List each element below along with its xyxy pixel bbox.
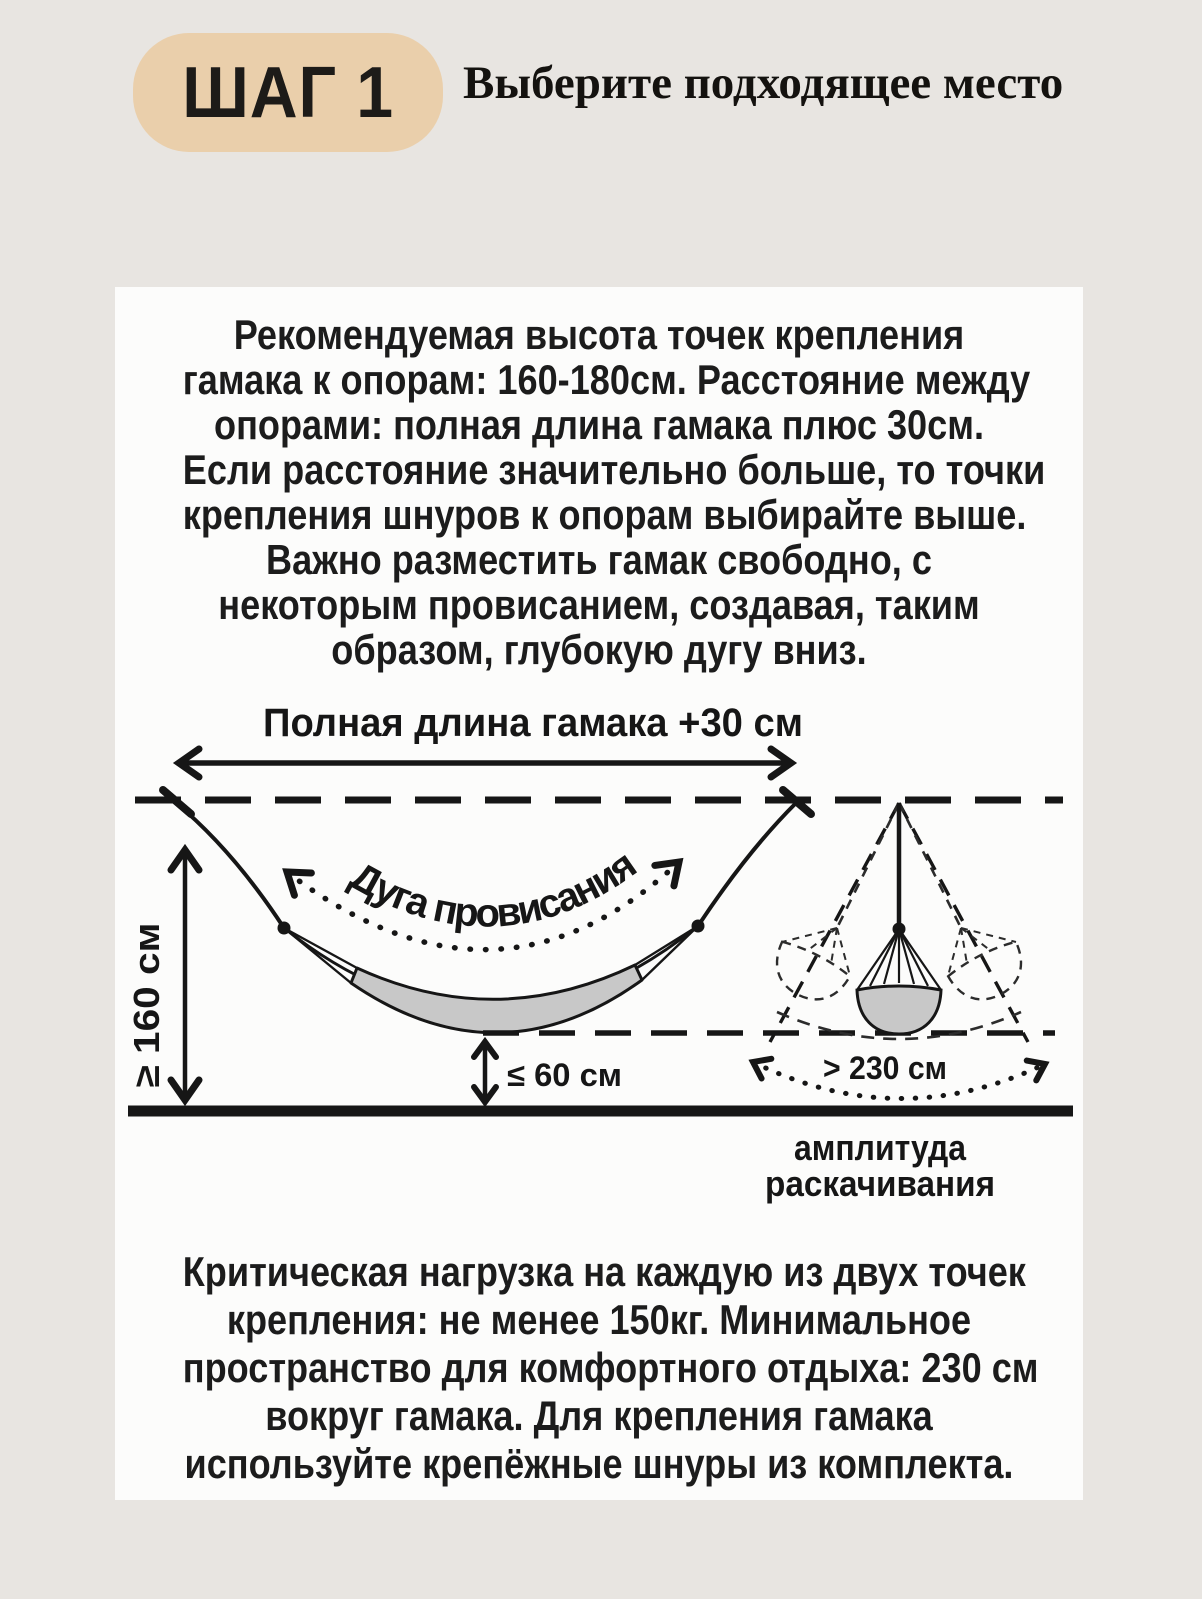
hammock-bowl (857, 986, 941, 1034)
ghost-rope-right (899, 803, 961, 928)
text-line: крепления: не менее 150кг. Минимальное (226, 1296, 972, 1343)
rope-right (698, 804, 795, 926)
text-line: гамака к опорам: 160-180см. Расстояние между (182, 356, 1031, 403)
text-line: используйте крепёжные шнуры из комплекта. (184, 1440, 1014, 1487)
min-height-label: ≥ 160 см (126, 941, 167, 1088)
amplitude-caption (765, 1127, 995, 1204)
swing-space-label: > 230 см (823, 1050, 947, 1086)
hammock-bed (351, 965, 642, 1033)
text-line: некоторым провисанием, создавая, таким (218, 581, 980, 628)
intro-paragraph (115, 312, 1083, 672)
amplitude-caption-line1: амплитуда (794, 1127, 967, 1168)
text-line: Критическая нагрузка на каждую из двух точек (182, 1248, 1026, 1295)
text-line: образом, глубокую дугу вниз. (331, 626, 867, 673)
text-line: опорами: полная длина гамака плюс 30см. (214, 401, 984, 448)
max-clearance-label: ≤ 60 см (507, 1057, 622, 1093)
clearance-dimension (485, 1042, 622, 1102)
height-dimension (126, 850, 185, 1100)
text-line: пространство для комфортного отдыха: 230 см (182, 1344, 1039, 1391)
full-length-label: Полная длина гамака +30 см (263, 701, 803, 745)
text-line: вокруг гамака. Для крепления гамака (265, 1392, 933, 1439)
step-badge (133, 33, 443, 152)
instruction-card (115, 287, 1083, 1500)
text-line: Если расстояние значительно больше, то точки (182, 446, 1046, 493)
string (642, 926, 698, 980)
step-label: ШАГ 1 (182, 52, 394, 133)
ghost-bowl-right (946, 938, 1034, 1012)
ghost-rope-left (837, 803, 899, 928)
string (284, 928, 357, 968)
amplitude-caption-line2: раскачивания (765, 1163, 995, 1204)
text-line: Рекомендуемая высота точек крепления (233, 311, 965, 358)
ghost-strings-right (948, 928, 1016, 976)
text-line: Важно разместить гамак свободно, с (266, 536, 932, 583)
sag-arc-label: Дуга провисания (343, 843, 643, 936)
knot (692, 920, 705, 933)
swing-diagram (753, 803, 1045, 1099)
hammock-diagram (115, 690, 1083, 1210)
page-title: Выберите подходящее место (463, 57, 1064, 109)
rope-left (175, 802, 284, 928)
top-dimension (179, 701, 803, 763)
string (284, 928, 351, 983)
outro-paragraph (115, 1248, 1083, 1488)
knot (278, 922, 291, 935)
ceiling-line (135, 790, 1063, 814)
ghost-bowl-left (764, 938, 852, 1012)
string (635, 926, 698, 965)
text-line: крепления шнуров к опорам выбирайте выше. (182, 491, 1027, 538)
bowl-strings (857, 929, 941, 990)
sag-arc (287, 843, 679, 949)
